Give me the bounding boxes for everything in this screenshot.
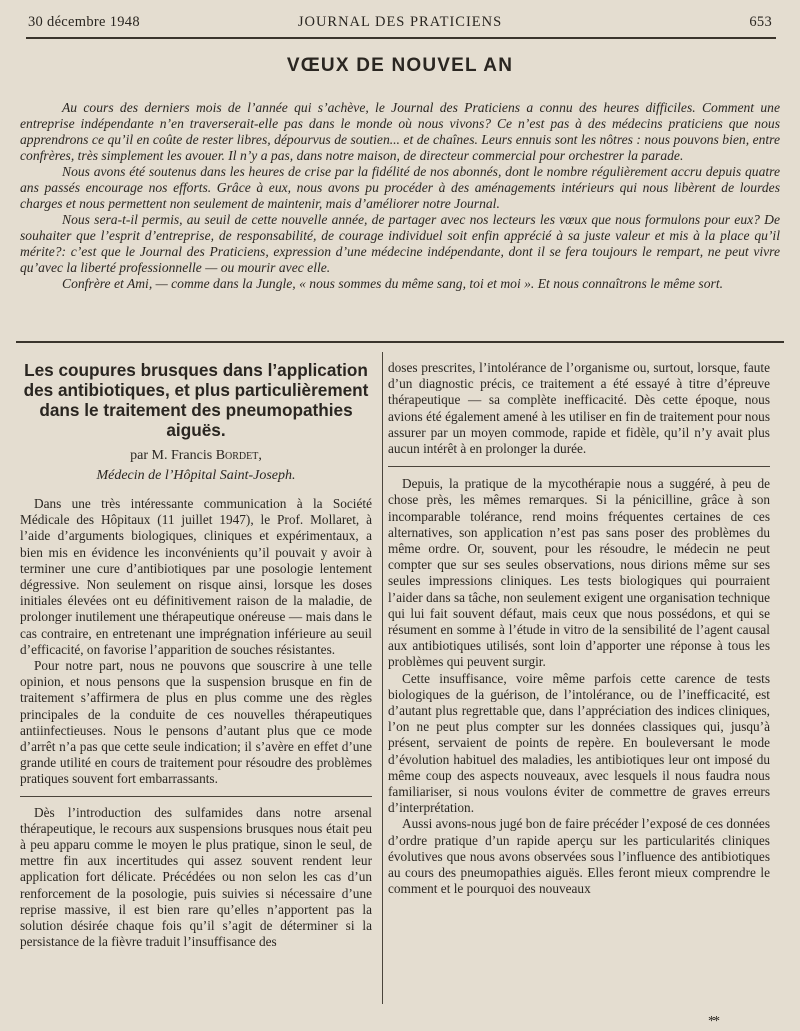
author-affiliation: Médecin de l’Hôpital Saint-Joseph. — [96, 468, 296, 483]
section-rule — [16, 341, 784, 343]
editorial-paragraph: Au cours des derniers mois de l’année qui s’achève, le Journal des Praticiens a connu des heures difficiles. Comment une entreprise indépendante n’en traverserait-elle pas dans le monde où nous vivons? Ce n’est pas à des médecins praticiens que nous apprendrons ce qu’il en coûte de rester libres, dépourvus de soutien... et de chaînes. Leurs ennuis sont les nôtres : nous pouvons bien, entre confrères, très simplement les avouer. Il n’y a pas, dans notre maison, de directeur commercial pour orchestrer la parade. — [20, 100, 780, 163]
left-column — [20, 360, 372, 950]
article-paragraph: Cette insuffisance, voire même parfois cette carence de tests biologiques de la guérison, de l’intolérance, ou de l’inefficacité, est d’autant plus regrettable que, dans l’appréciation des indices cliniques, l’on ne peut plus compter sur les données classiques qui, jusqu’à présent, servaient de points de repère. En bouleversant le mode d’évolution habituel des maladies, les antibiotiques leur ont imposé du même coup des aspects nouveaux, avec lesquels il nous faudra nous familiariser, si nous voulons éviter de commettre de graves erreurs d’interprétation. — [388, 670, 770, 816]
section-separator — [388, 466, 770, 467]
article-title: Les coupures brusques dans l’application des antibiotiques, et plus particulièrement dans le traitement des pneumopathies aiguës. — [23, 360, 369, 440]
right-column — [388, 360, 770, 898]
header-rule — [26, 37, 776, 39]
header-page-number: 653 — [749, 14, 772, 30]
footer-mark: ** — [708, 1014, 718, 1029]
author-surname: Bordet, — [215, 448, 262, 463]
article-paragraph: Depuis, la pratique de la mycothérapie nous a suggéré, à peu de chose près, les mêmes remarques. Si la pénicilline, grâce à son incomparable tolérance, rend moins fréquentes certaines de ces alternatives, son application n’est pas sans poser des problèmes du même ordre. Or, souvent, pour les résoudre, le médecin ne peut compter que sur ses seules observations, nous dirions même sur ses seules impressions cliniques. Les tests biologiques qui pourraient l’aider dans sa tâche, non seulement exigent une organisation technique qui lui fait souvent défaut, mais ceux que nous possédons, et qui se résument en somme à l’étude in vitro de la sensibilité de l’agent causal aux antibiotiques utilisés, sont loin d’apporter une réponse à tous les problèmes qui peuvent surgir. — [388, 476, 770, 670]
editorial-title: VŒUX DE NOUVEL AN — [286, 55, 514, 76]
running-header — [28, 14, 772, 34]
editorial-paragraph: Nous avons été soutenus dans les heures de crise par la fidélité de nos abonnés, dont le nombre régulièrement accru depuis quatre ans passés encourage nos efforts. Grâce à eux, nous avons pu procéder à des aménagements intérieurs qui nous libèrent de lourdes charges et nous permettent non seulement de maintenir, mais d’améliorer notre Journal. — [20, 164, 780, 211]
article-paragraph: Aussi avons-nous jugé bon de faire précéder l’exposé de ces données d’ordre pratique d’un rapide aperçu sur les particularités cliniques évolutives que nous avons observées sous l’influence des antibiotiques au cours des pneumopathies aiguës. Elles feront mieux comprendre le comment et le pourquoi des nouveaux — [388, 816, 770, 897]
column-divider — [382, 352, 383, 1004]
article-body-left — [20, 496, 372, 950]
editorial-paragraph: Nous sera-t-il permis, au seuil de cette nouvelle année, de partager avec nos lecteurs les vœux que nous formulons pour eux? De souhaiter que l’esprit d’entreprise, de responsabilité, de courage individuel soit enfin apprécié à sa juste valeur et mis à la place qu’il mérite?: c’est que le Journal des Praticiens, expression d’une médecine indépendante, dont il se fera toujours le rempart, ne peut vivre qu’avec la liberté professionnelle — ou mourir avec elle. — [20, 212, 780, 275]
section-separator — [20, 796, 372, 797]
article-paragraph: doses prescrites, l’intolérance de l’organisme ou, surtout, lorsque, faute d’un diagnostic précis, ce traitement a été essayé à titre d’épreuve thérapeutique — sa complète inefficacité. Dès cette époque, nous avions été également amené à les utiliser en fin de traitement pour nous assurer par un moyen commode, rapide et fidèle, qu’il n’y avait plus aucun intérêt à en prolonger la durée. — [388, 360, 770, 457]
header-date: 30 décembre 1948 — [28, 14, 140, 30]
article-paragraph: Dès l’introduction des sulfamides dans notre arsenal thérapeutique, le recours aux suspensions brusques nous était peu à peu apparu comme le moyen le plus pratique, sinon le seul, de mettre fin aux incertitudes qui assez souvent rendent leur application fort délicate. Précédées ou non selon les cas d’un renforcement de la posologie, puis suivies si nécessaire d’une reprise massive, il est bien rare qu’elles n’apportent pas la solution désirée chaque fois qu’il s’agit de déterminer si la persistance de la fièvre traduit l’insuffisance des — [20, 804, 372, 950]
author-line — [20, 446, 372, 466]
editorial-text — [20, 100, 780, 292]
article-paragraph: Dans une très intéressante communication à la Société Médicale des Hôpitaux (11 juillet 1947), le Prof. Mollaret, à l’aide d’arguments biologiques, cliniques et expérimentaux, a bien mis en évidence les inconvénients qu’il pouvait y avoir à terminer une cure d’antibiotiques par une posologie lentement dégressive. Non seulement on risque ainsi, lorsque les doses initiales élevées ont eu définitivement raison de la maladie, de prolonger inutilement une thérapeutique onéreuse — mais dans le cas contraire, en entretenant une imprégnation inférieure au seuil d’efficacité, on favorise l’apparition de souches résistantes. — [20, 496, 372, 657]
article-paragraph: Pour notre part, nous ne pouvons que souscrire à une telle opinion, et nous pensons que la suspension brusque en fin de traitement s’affirmera de plus en plus comme une des règles principales de la conduite de ces nouvelles thérapeutiques antiinfectieuses. Nous le pensons d’autant plus que ce mode d’arrêt n’a pas que cette seule indication; il s’avère en effet d’une grande utilité en cours de traitement pour résoudre des problèmes pratiques souvent fort embarrassants. — [20, 658, 372, 787]
article-body-right — [388, 360, 770, 898]
header-journal-title: JOURNAL DES PRATICIENS — [297, 14, 503, 30]
editorial-paragraph: Confrère et Ami, — comme dans la Jungle, « nous sommes du même sang, toi et moi ». Et nous connaîtrons le même sort. — [62, 276, 723, 291]
byline — [20, 446, 372, 486]
byline-prefix: par M. Francis — [130, 448, 213, 463]
